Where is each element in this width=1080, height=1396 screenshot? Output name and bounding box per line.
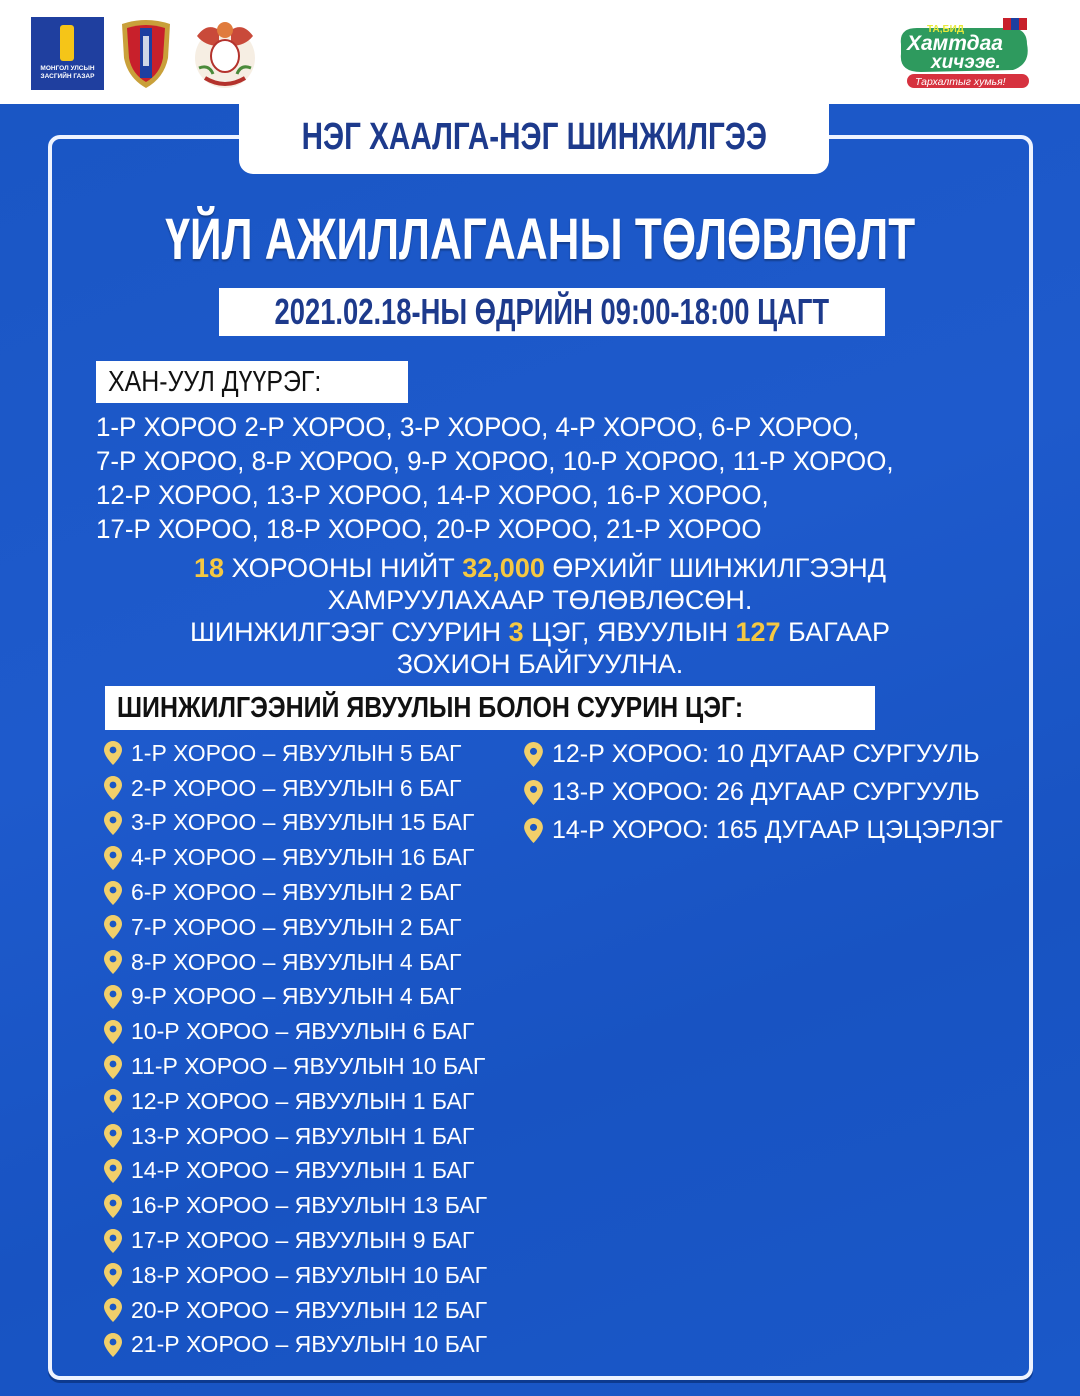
summary-line-2: ХАМРУУЛАХААР ТӨЛӨВЛӨСӨН. — [327, 585, 753, 615]
list-item — [104, 1119, 487, 1154]
list-item-text: 18-Р ХОРОО – ЯВУУЛЫН 10 БАГ — [131, 1261, 488, 1288]
summary-text-fragment: ХОРООНЫ НИЙТ — [224, 553, 463, 583]
list-item — [104, 1084, 487, 1119]
location-pin-icon — [104, 776, 122, 800]
list-item — [104, 945, 487, 980]
summary-line-1 — [0, 552, 1080, 584]
list-item — [104, 1328, 487, 1363]
header-bar — [0, 0, 1080, 104]
list-item — [524, 773, 1003, 811]
list-item — [104, 875, 487, 910]
list-item — [104, 980, 487, 1015]
list-item — [104, 1293, 487, 1328]
list-item-text: 20-Р ХОРОО – ЯВУУЛЫН 12 БАГ — [131, 1296, 488, 1323]
summary-text-fragment: ӨРХИЙГ ШИНЖИЛГЭЭНД — [544, 553, 887, 583]
campaign-logo — [893, 14, 1035, 90]
summary-text-fragment: БАГААР — [780, 617, 891, 647]
list-item — [104, 1049, 487, 1084]
location-pin-icon — [104, 1020, 122, 1044]
khoroo-line: 17-Р ХОРОО, 18-Р ХОРОО, 20-Р ХОРОО, 21-Р ХОРОО — [96, 514, 762, 544]
headline-text: ҮЙЛ АЖИЛЛАГААНЫ ТӨЛӨВЛӨЛТ — [165, 207, 915, 272]
date-banner — [219, 288, 885, 336]
list-item-text: 12-Р ХОРОО: 10 ДУГААР СУРГУУЛЬ — [552, 739, 980, 768]
location-pin-icon — [104, 915, 122, 939]
list-item-text: 16-Р ХОРОО – ЯВУУЛЫН 13 БАГ — [131, 1192, 488, 1219]
list-item-text: 4-Р ХОРОО – ЯВУУЛЫН 16 БАГ — [131, 844, 475, 871]
list-item — [524, 735, 1003, 773]
police-emblem-logo — [118, 18, 174, 90]
district-label — [96, 361, 408, 403]
list-item — [104, 806, 487, 841]
svg-text:Тархалтыг хумья!: Тархалтыг хумья! — [915, 76, 1006, 88]
list-item-text: 1-Р ХОРОО – ЯВУУЛЫН 5 БАГ — [131, 739, 462, 766]
list-item-text: 13-Р ХОРОО: 26 ДУГААР СУРГУУЛЬ — [552, 777, 980, 806]
location-pin-icon — [104, 1263, 122, 1287]
location-pin-icon — [104, 985, 122, 1009]
title-tab-text: НЭГ ХААЛГА-НЭГ ШИНЖИЛГЭЭ — [301, 115, 767, 158]
household-count: 32,000 — [462, 553, 545, 583]
list-item-text: 13-Р ХОРОО – ЯВУУЛЫН 1 БАГ — [131, 1122, 475, 1149]
summary-text-fragment: ЦЭГ, ЯВУУЛЫН — [523, 617, 736, 647]
list-item — [104, 1014, 487, 1049]
mobile-teams-list — [104, 736, 487, 1362]
location-pin-icon — [104, 881, 122, 905]
list-item-text: 14-Р ХОРОО – ЯВУУЛЫН 1 БАГ — [131, 1157, 475, 1184]
location-pin-icon — [104, 1089, 122, 1113]
location-pin-icon — [524, 742, 543, 767]
soyombo-icon — [60, 25, 74, 61]
list-item — [104, 1258, 487, 1293]
location-pin-icon — [524, 780, 543, 805]
location-pin-icon — [104, 1333, 122, 1357]
national-emblem-logo — [189, 16, 261, 92]
mobile-teams-count: 127 — [735, 617, 781, 647]
list-item-text: 8-Р ХОРОО – ЯВУУЛЫН 4 БАГ — [131, 948, 462, 975]
list-item — [524, 811, 1003, 849]
testing-points-label — [105, 686, 875, 730]
summary-line-3 — [0, 616, 1080, 648]
list-item — [104, 1154, 487, 1189]
headline — [0, 206, 1080, 273]
fixed-points-count: 3 — [508, 617, 524, 647]
location-pin-icon — [104, 741, 122, 765]
location-pin-icon — [104, 1159, 122, 1183]
district-label-text: ХАН-УУЛ ДҮҮРЭГ: — [108, 365, 322, 398]
list-item-text: 11-Р ХОРОО – ЯВУУЛЫН 10 БАГ — [131, 1053, 486, 1080]
location-pin-icon — [104, 846, 122, 870]
location-pin-icon — [104, 950, 122, 974]
list-item-text: 12-Р ХОРОО – ЯВУУЛЫН 1 БАГ — [131, 1087, 475, 1114]
list-item — [104, 1223, 487, 1258]
location-pin-icon — [104, 811, 122, 835]
summary-text — [0, 552, 1080, 680]
list-item-text: 14-Р ХОРОО: 165 ДУГААР ЦЭЦЭРЛЭГ — [552, 815, 1003, 844]
list-item-text: 10-Р ХОРОО – ЯВУУЛЫН 6 БАГ — [131, 1018, 475, 1045]
title-tab — [239, 100, 829, 174]
svg-text:ТА,БИД: ТА,БИД — [927, 24, 964, 35]
khoroo-line: 12-Р ХОРОО, 13-Р ХОРОО, 14-Р ХОРОО, 16-Р ХОРОО, — [96, 480, 769, 510]
list-item-text: 2-Р ХОРОО – ЯВУУЛЫН 6 БАГ — [131, 774, 462, 801]
list-item-text: 6-Р ХОРОО – ЯВУУЛЫН 2 БАГ — [131, 879, 462, 906]
list-item — [104, 771, 487, 806]
location-pin-icon — [104, 1229, 122, 1253]
khoroo-line: 7-Р ХОРОО, 8-Р ХОРОО, 9-Р ХОРОО, 10-Р ХОРОО, 11-Р ХОРОО, — [96, 446, 894, 476]
summary-text-fragment: ШИНЖИЛГЭЭГ СУУРИН — [189, 617, 509, 647]
government-logo-text: МОНГОЛ УЛСЫН ЗАСГИЙН ГАЗАР — [40, 65, 95, 80]
svg-text:хичээе.: хичээе. — [931, 52, 1001, 73]
list-item — [104, 1188, 487, 1223]
fixed-points-list — [524, 735, 1003, 849]
list-item-text: 7-Р ХОРОО – ЯВУУЛЫН 2 БАГ — [131, 913, 462, 940]
list-item — [104, 840, 487, 875]
summary-line-4: ЗОХИОН БАЙГУУЛНА. — [396, 649, 684, 679]
list-item — [104, 910, 487, 945]
svg-text:Хамтдаа: Хамтдаа — [907, 32, 1003, 55]
khoroo-count: 18 — [193, 553, 225, 583]
list-item-text: 17-Р ХОРОО – ЯВУУЛЫН 9 БАГ — [131, 1227, 475, 1254]
government-logo — [31, 17, 104, 90]
location-pin-icon — [104, 1124, 122, 1148]
list-item-text: 9-Р ХОРОО – ЯВУУЛЫН 4 БАГ — [131, 983, 462, 1010]
location-pin-icon — [104, 1194, 122, 1218]
list-item-text: 3-Р ХОРОО – ЯВУУЛЫН 15 БАГ — [131, 809, 475, 836]
testing-points-label-text: ШИНЖИЛГЭЭНИЙ ЯВУУЛЫН БОЛОН СУУРИН ЦЭГ: — [117, 691, 744, 724]
list-item-text: 21-Р ХОРОО – ЯВУУЛЫН 10 БАГ — [131, 1331, 488, 1358]
khoroo-line: 1-Р ХОРОО 2-Р ХОРОО, 3-Р ХОРОО, 4-Р ХОРОО, 6-Р ХОРОО, — [96, 412, 860, 442]
location-pin-icon — [104, 1298, 122, 1322]
date-text: 2021.02.18-НЫ ӨДРИЙН 09:00-18:00 ЦАГТ — [274, 291, 830, 332]
location-pin-icon — [524, 818, 543, 843]
khoroo-list — [96, 410, 927, 546]
list-item — [104, 736, 487, 771]
location-pin-icon — [104, 1055, 122, 1079]
